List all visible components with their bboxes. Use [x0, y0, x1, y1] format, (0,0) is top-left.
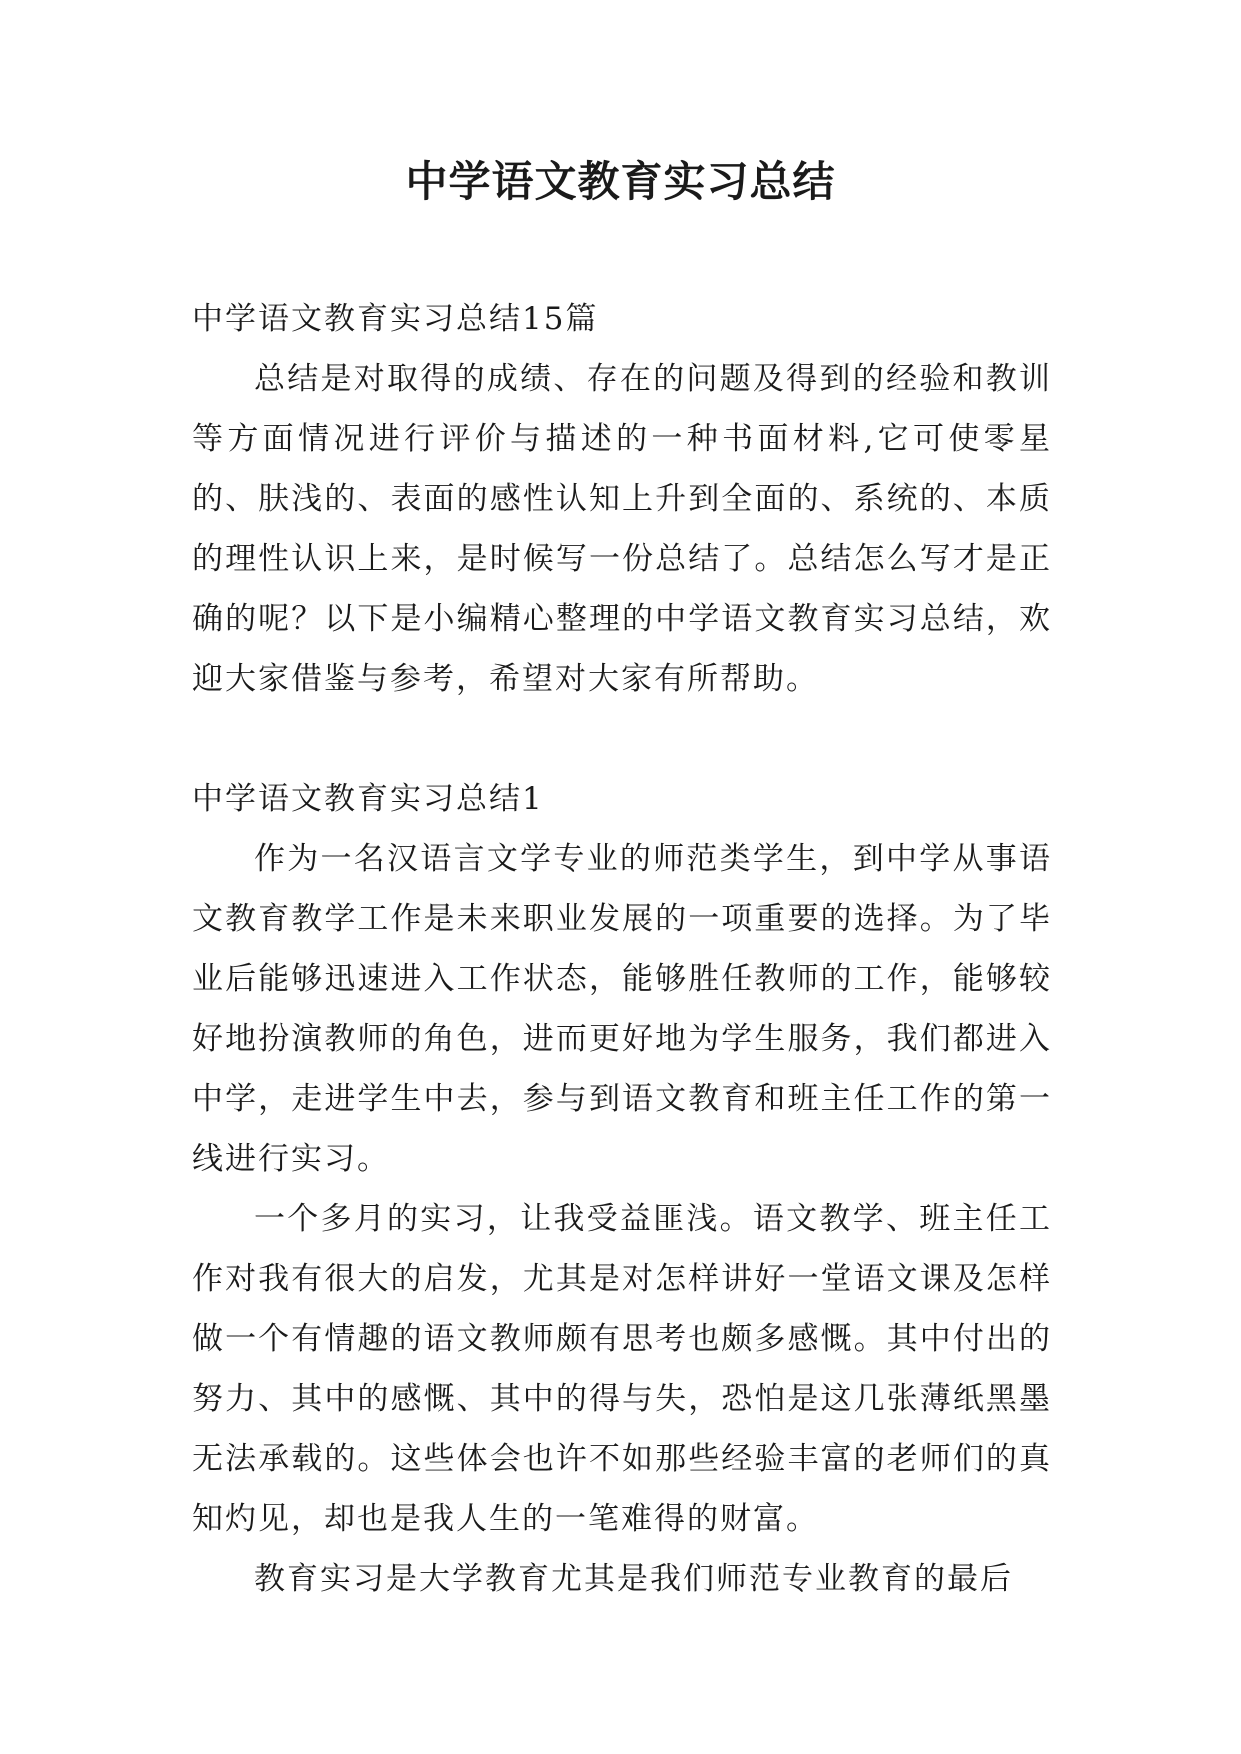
body-paragraph-3: 教育实习是大学教育尤其是我们师范专业教育的最后 — [254, 1561, 1013, 1597]
section-spacer — [192, 709, 1052, 769]
section-heading: 中学语文教育实习总结1 — [192, 781, 544, 817]
subtitle: 中学语文教育实习总结15篇 — [192, 301, 599, 337]
document-title: 中学语文教育实习总结 — [405, 157, 836, 206]
body-paragraph-1: 作为一名汉语言文学专业的师范类学生，到中学从事语文教育教学工作是未来职业发展的一项重要的选择。为了毕业后能够迅速进入工作状态，能够胜任教师的工作，能够较好地扮演教师的角色，进而更好地为学生服务，我们都进入中学，走进学生中去，参与到语文教育和班主任工作的第一线进行实习。 — [192, 841, 1052, 1177]
document-body — [192, 289, 1052, 1609]
body-paragraph-2: 一个多月的实习，让我受益匪浅。语文教学、班主任工作对我有很大的启发，尤其是对怎样讲好一堂语文课及怎样做一个有情趣的语文教师颇有思考也颇多感慨。其中付出的努力、其中的感慨、其中的得与失，恐怕是这几张薄纸黑墨无法承载的。这些体会也许不如那些经验丰富的老师们的真知灼见，却也是我人生的一笔难得的财富。 — [192, 1201, 1052, 1537]
intro-paragraph: 总结是对取得的成绩、存在的问题及得到的经验和教训等方面情况进行评价与描述的一种书面材料,它可使零星的、肤浅的、表面的感性认知上升到全面的、系统的、本质的理性认识上来，是时候写一份总结了。总结怎么写才是正确的呢？以下是小编精心整理的中学语文教育实习总结，欢迎大家借鉴与参考，希望对大家有所帮助。 — [192, 361, 1052, 697]
